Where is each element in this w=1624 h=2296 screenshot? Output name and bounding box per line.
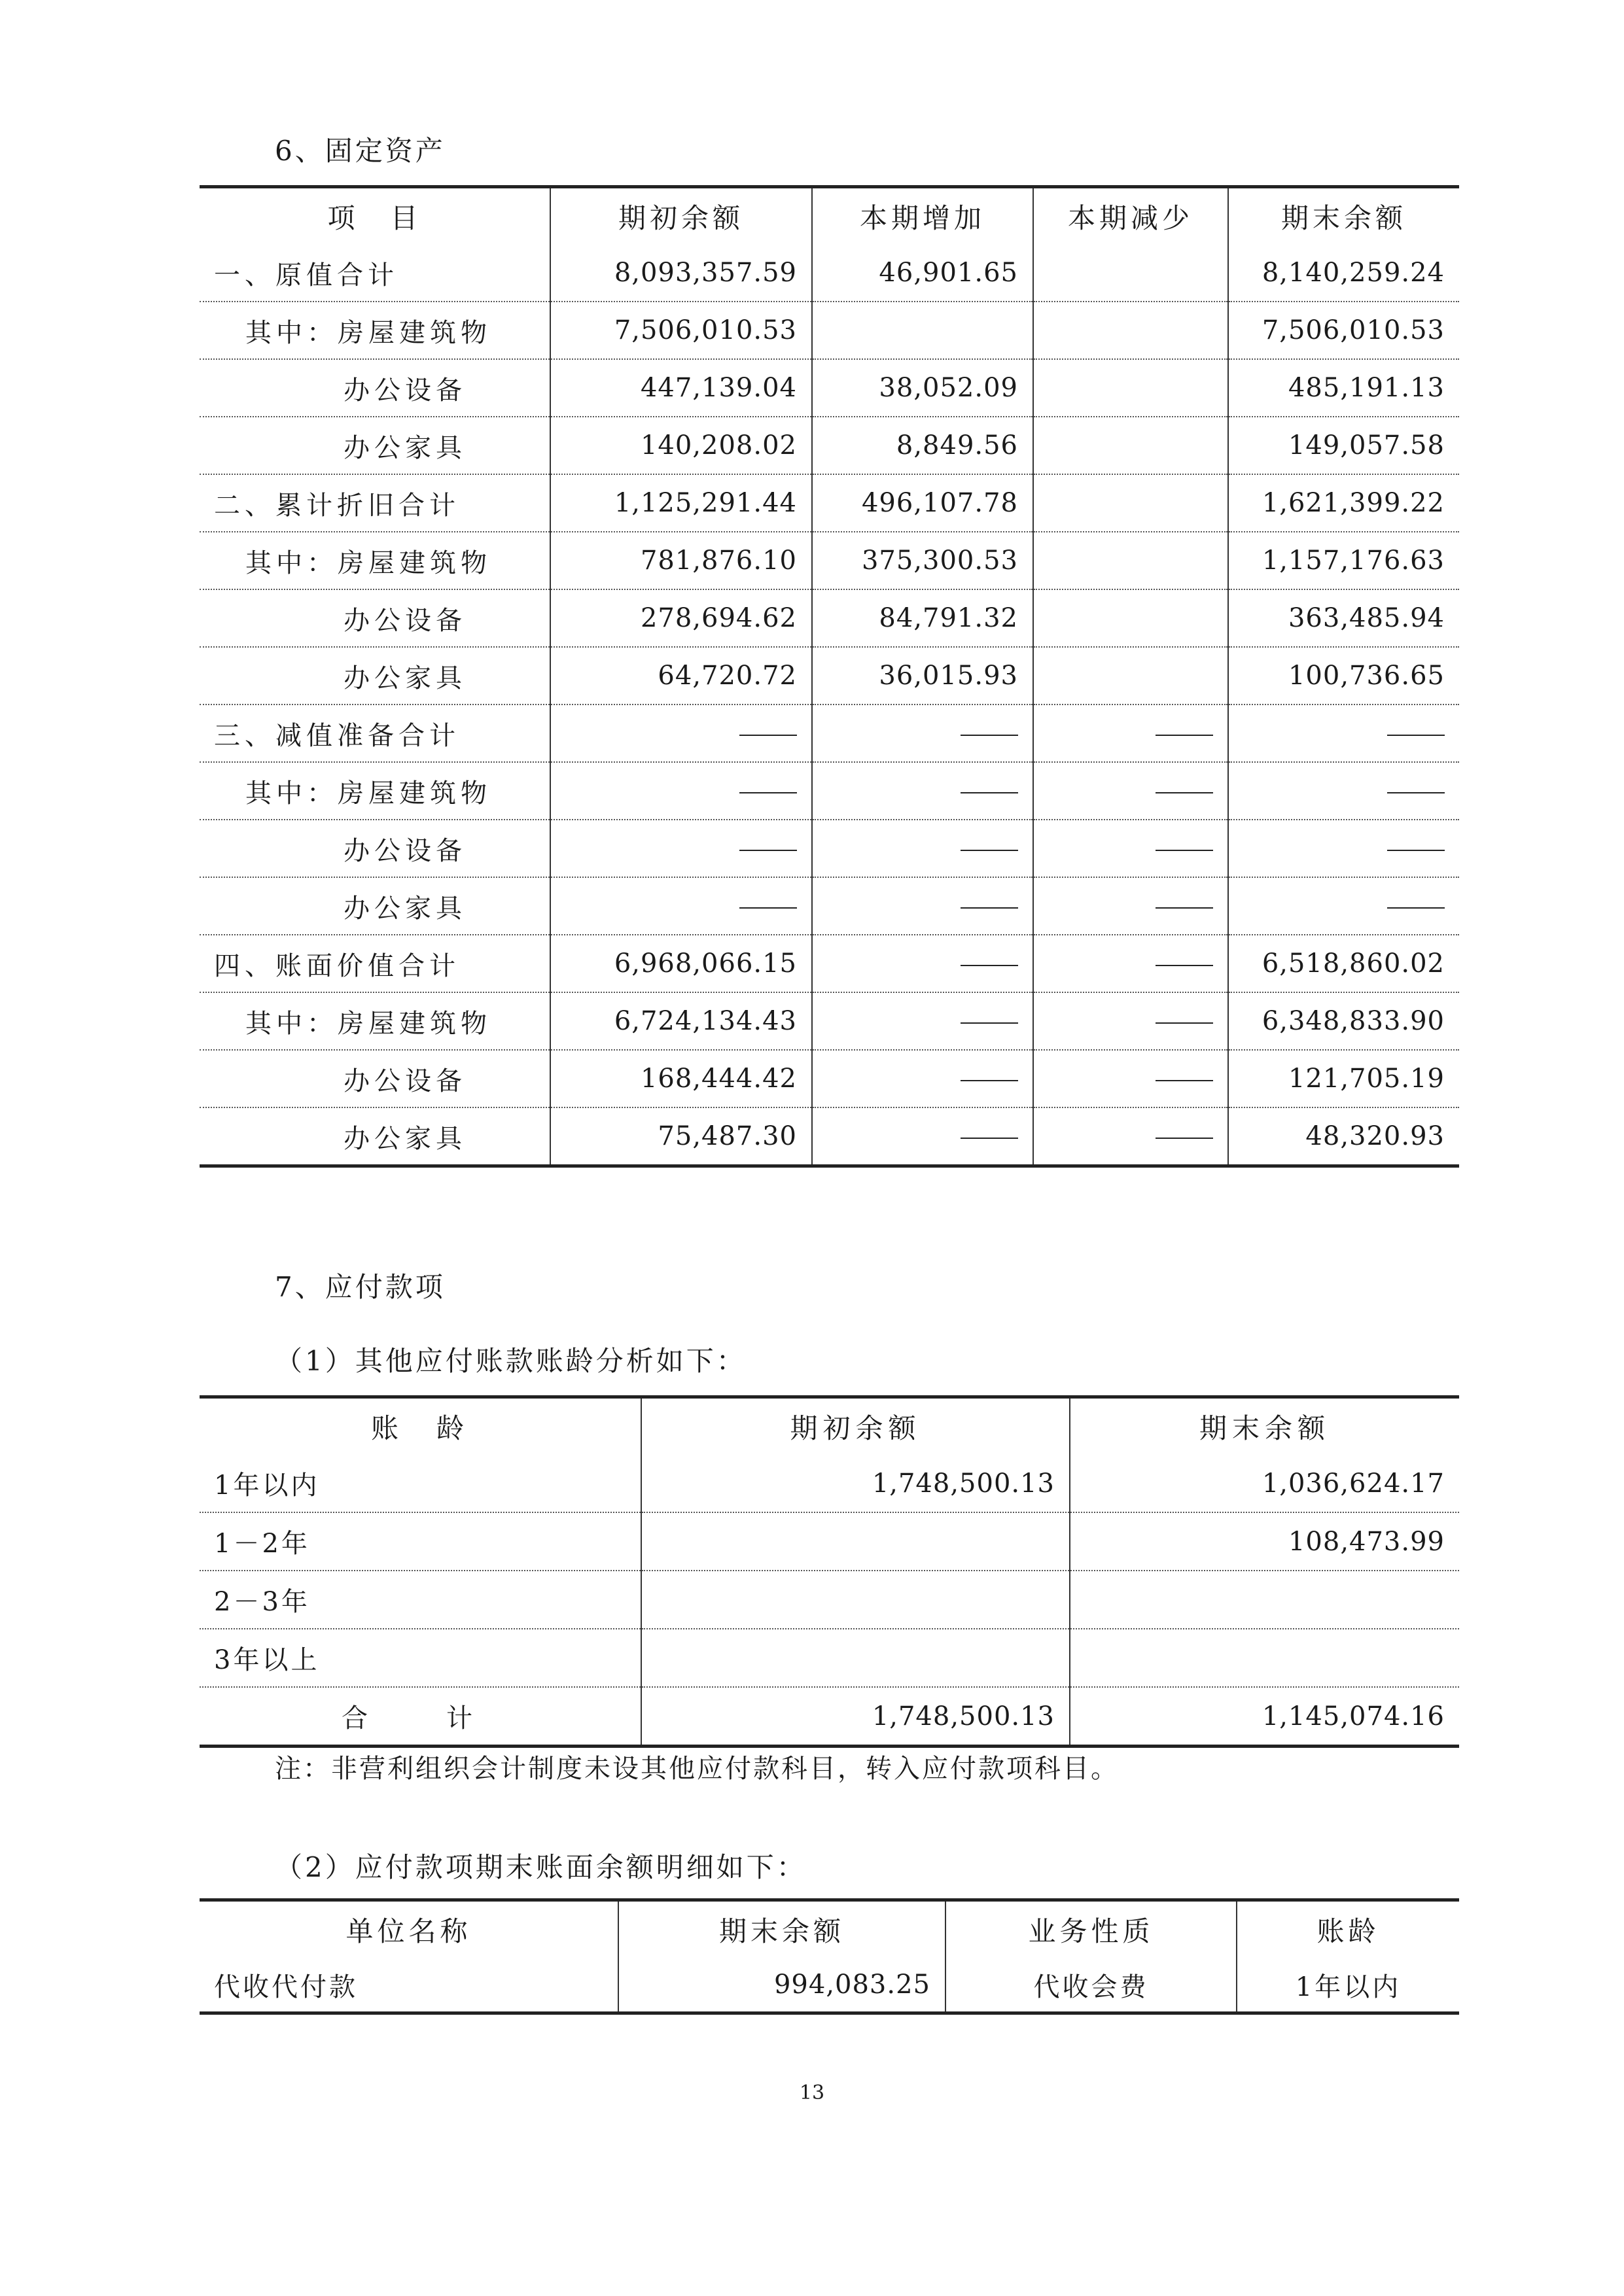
page-number: 13 [799,2081,825,2104]
dash-mark [961,850,1018,851]
cell-c3 [1033,935,1228,992]
cell-c2 [812,992,1033,1050]
cell-c2 [812,935,1033,992]
total-label: 合 计 [342,1703,499,1733]
row-label: 办公设备 [200,589,550,647]
cell-c1: 781,876.10 [550,532,812,589]
row-label: 办公家具 [200,417,550,474]
cell-c2: 46,901.65 [812,245,1033,302]
other-payables-aging-table [200,1395,1459,1748]
cell-c2: 84,791.32 [812,589,1033,647]
header-closing-balance: 期末余额 [618,1900,945,1958]
table-row [200,762,1459,820]
table-row [200,417,1459,474]
table-row [200,1629,1459,1687]
closing-balance-cell: 1,036,624.17 [1070,1455,1459,1512]
dash-mark [739,792,797,793]
cell-c3 [1033,1050,1228,1107]
dash-mark [961,1080,1018,1081]
cell-c1: 140,208.02 [550,417,812,474]
cell-c1: 1,125,291.44 [550,474,812,532]
cell-c4: 100,736.65 [1228,647,1459,704]
note-text: 注：非营利组织会计制度未设其他应付款科目，转入应付款项科目。 [275,1754,1119,1784]
header-increase: 本期增加 [812,187,1033,245]
cell-c2 [812,704,1033,762]
cell-c3 [1033,302,1228,359]
row-label: 一、原值合计 [200,245,550,302]
dash-mark [1156,1138,1213,1139]
closing-balance-cell [1070,1571,1459,1629]
cell-c1: 7,506,010.53 [550,302,812,359]
row-label: 办公设备 [200,820,550,877]
dash-mark [1387,735,1445,736]
cell-c3 [1033,589,1228,647]
dash-mark [961,735,1018,736]
cell-c1: 168,444.42 [550,1050,812,1107]
cell-c4: 6,348,833.90 [1228,992,1459,1050]
dash-mark [1387,792,1445,793]
unit-name-cell: 代收代付款 [214,1972,358,2002]
cell-c3 [1033,1107,1228,1166]
cell-c3 [1033,992,1228,1050]
cell-c1: 278,694.62 [550,589,812,647]
table-row [200,245,1459,302]
cell-c3 [1033,359,1228,417]
header-decrease: 本期减少 [1033,187,1228,245]
cell-c3 [1033,245,1228,302]
table-row [200,1958,1459,2013]
cell-c1: 75,487.30 [550,1107,812,1166]
row-label: 四、账面价值合计 [200,935,550,992]
total-opening-balance: 1,748,500.13 [641,1687,1070,1747]
row-label: 办公家具 [200,647,550,704]
row-label: 办公设备 [200,359,550,417]
table-header-row [200,187,1459,245]
cell-c1 [550,877,812,935]
table-row [200,1455,1459,1512]
table-row [200,820,1459,877]
aging-label: 2－3年 [200,1571,641,1629]
cell-c4 [1228,762,1459,820]
cell-c3 [1033,647,1228,704]
table-header-row [200,1397,1459,1455]
cell-c1: 8,093,357.59 [550,245,812,302]
cell-c1: 447,139.04 [550,359,812,417]
cell-c4: 121,705.19 [1228,1050,1459,1107]
dash-mark [961,965,1018,966]
aging-rows [200,1455,1459,1747]
table-row [200,1050,1459,1107]
cell-c4: 1,157,176.63 [1228,532,1459,589]
table-row [200,359,1459,417]
table-row [200,704,1459,762]
cell-c4 [1228,877,1459,935]
fixed-assets-table [200,185,1459,1168]
cell-c2: 375,300.53 [812,532,1033,589]
fixed-assets-rows [200,245,1459,1166]
cell-c3 [1033,474,1228,532]
aging-cell: 1年以内 [1237,1958,1459,2013]
dash-mark [961,907,1018,909]
cell-c1: 64,720.72 [550,647,812,704]
cell-c2: 36,015.93 [812,647,1033,704]
payables-detail-rows [200,1958,1459,2013]
table-row [200,935,1459,992]
cell-c2: 38,052.09 [812,359,1033,417]
dash-mark [1156,792,1213,793]
row-label: 其中：房屋建筑物 [200,302,550,359]
table-row [200,1512,1459,1571]
header-business-nature: 业务性质 [945,1900,1237,1958]
section-6-title: 6、固定资产 [275,135,446,167]
row-label: 三、减值准备合计 [200,704,550,762]
dash-mark [1387,907,1445,909]
header-aging: 账 龄 [370,1412,469,1444]
cell-c4: 1,621,399.22 [1228,474,1459,532]
subsection-1-title: （1）其他应付账款账龄分析如下： [275,1345,747,1377]
cell-c4: 363,485.94 [1228,589,1459,647]
cell-c3 [1033,820,1228,877]
closing-balance-cell: 994,083.25 [618,1958,945,2013]
row-label: 其中：房屋建筑物 [200,762,550,820]
opening-balance-cell [641,1512,1070,1571]
row-label: 办公家具 [344,1123,467,1154]
cell-c4: 149,057.58 [1228,417,1459,474]
header-closing-balance: 期末余额 [1228,187,1459,245]
cell-c2 [812,762,1033,820]
row-label: 办公设备 [200,1050,550,1107]
cell-c2: 496,107.78 [812,474,1033,532]
payables-detail-table [200,1898,1459,2015]
cell-c4: 485,191.13 [1228,359,1459,417]
cell-c1 [550,820,812,877]
table-row [200,992,1459,1050]
cell-c3 [1033,762,1228,820]
cell-c3 [1033,877,1228,935]
table-row [200,1571,1459,1629]
cell-c1 [550,762,812,820]
header-item: 项 目 [327,202,422,234]
subsection-2-title: （2）应付款项期末账面余额明细如下： [275,1851,807,1883]
header-aging: 账龄 [1237,1900,1459,1958]
table-row [200,474,1459,532]
dash-mark [1156,965,1213,966]
cell-c3 [1033,417,1228,474]
cell-c2: 8,849.56 [812,417,1033,474]
header-opening-balance: 期初余额 [550,187,812,245]
aging-label: 1年以内 [200,1455,641,1512]
cell-c2 [812,877,1033,935]
table-header-row [200,1900,1459,1958]
table-row [200,532,1459,589]
header-unit-name: 单位名称 [345,1915,472,1947]
table-row [200,1107,1459,1166]
cell-c4: 6,518,860.02 [1228,935,1459,992]
dash-mark [1156,1022,1213,1024]
dash-mark [1387,850,1445,851]
aging-label: 1－2年 [200,1512,641,1571]
cell-c2 [812,820,1033,877]
business-nature-cell: 代收会费 [945,1958,1237,2013]
cell-c1: 6,968,066.15 [550,935,812,992]
cell-c3 [1033,532,1228,589]
row-label: 二、累计折旧合计 [200,474,550,532]
dash-mark [1156,850,1213,851]
cell-c2 [812,1050,1033,1107]
row-label: 其中：房屋建筑物 [200,532,550,589]
cell-c1 [550,704,812,762]
cell-c3 [1033,704,1228,762]
total-row [200,1687,1459,1747]
row-label: 办公家具 [200,877,550,935]
dash-mark [1156,907,1213,909]
opening-balance-cell [641,1629,1070,1687]
closing-balance-cell [1070,1629,1459,1687]
dash-mark [739,907,797,909]
cell-c4 [1228,704,1459,762]
section-7-title: 7、应付款项 [275,1271,446,1303]
table-row [200,302,1459,359]
closing-balance-cell: 108,473.99 [1070,1512,1459,1571]
row-label: 其中：房屋建筑物 [200,992,550,1050]
opening-balance-cell [641,1571,1070,1629]
dash-mark [961,792,1018,793]
dash-mark [739,735,797,736]
cell-c2 [812,1107,1033,1166]
header-opening-balance: 期初余额 [641,1397,1070,1455]
cell-c2 [812,302,1033,359]
dash-mark [1156,1080,1213,1081]
cell-c4: 48,320.93 [1228,1107,1459,1166]
dash-mark [739,850,797,851]
table-row [200,589,1459,647]
cell-c4 [1228,820,1459,877]
cell-c1: 6,724,134.43 [550,992,812,1050]
cell-c4: 7,506,010.53 [1228,302,1459,359]
total-closing-balance: 1,145,074.16 [1070,1687,1459,1747]
cell-c4: 8,140,259.24 [1228,245,1459,302]
dash-mark [1156,735,1213,736]
table-row [200,877,1459,935]
opening-balance-cell: 1,748,500.13 [641,1455,1070,1512]
aging-label: 3年以上 [200,1629,641,1687]
dash-mark [961,1022,1018,1024]
header-closing-balance: 期末余额 [1070,1397,1459,1455]
table-row [200,647,1459,704]
dash-mark [961,1138,1018,1139]
